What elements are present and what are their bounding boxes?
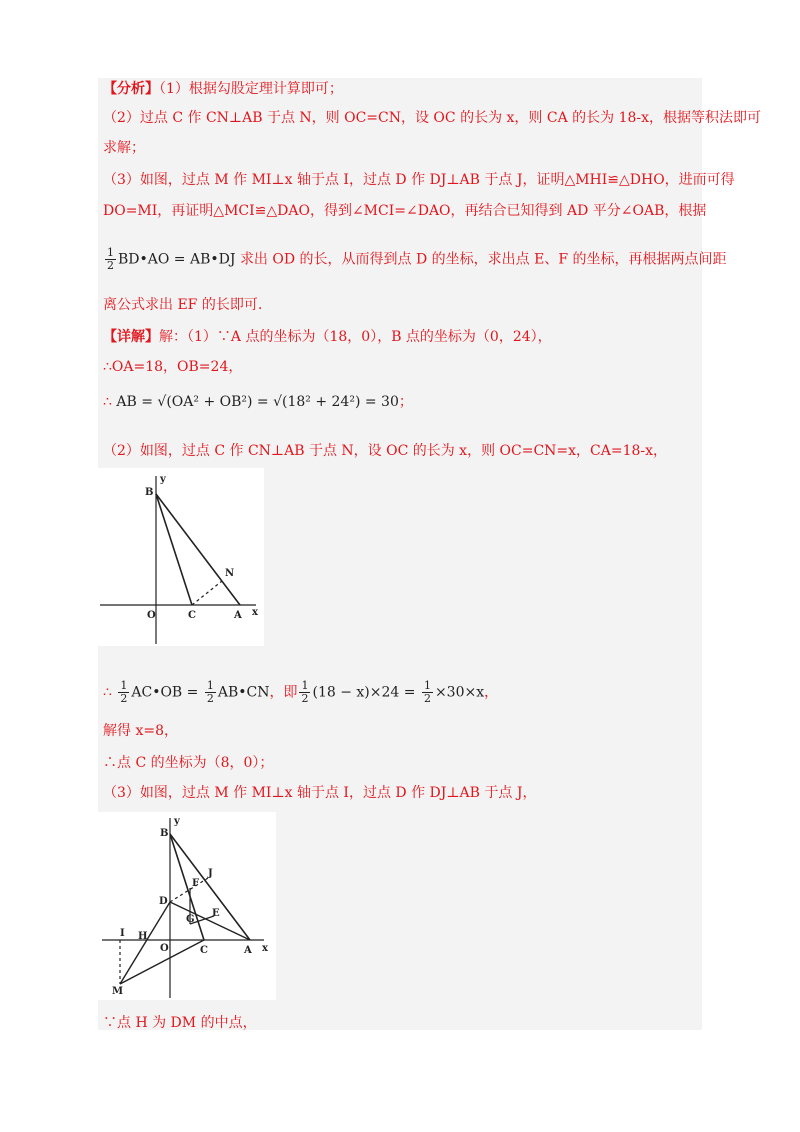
analysis-line-1 [103, 80, 343, 98]
analysis-line-2: （2）过点 C 作 CN⊥AB 于点 N，则 OC=CN，设 OC 的长为 x，则 CA 的长为 18-x，根据等积法即可 [103, 110, 762, 126]
label-J: J [208, 868, 213, 879]
therefore-symbol: ∴ [103, 394, 112, 410]
detail-line-9: ∵点 H 为 DM 的中点， [103, 1015, 257, 1031]
label-y: y [174, 816, 180, 827]
formula-part-c: (18 − x)×24 = [312, 684, 420, 701]
analysis-line-4: （3）如图，过点 M 作 MI⊥x 轴于点 I，过点 D 作 DJ⊥AB 于点 J，证明△MHI≌△DHO，进而可得 [103, 172, 735, 188]
figure-1 [98, 468, 264, 646]
fraction-half-2: $\frac{1}{2}$ [120, 679, 128, 705]
label-A: A [234, 610, 242, 621]
label-y: y [160, 474, 166, 485]
label-O: O [147, 610, 156, 621]
formula-part-d: ×30×x [434, 684, 485, 701]
label-D: D [159, 896, 168, 907]
fraction-half-3: $\frac{1}{2}$ [206, 679, 214, 705]
label-B: B [160, 828, 169, 839]
detail-line-4: （2）如图，过点 C 作 CN⊥AB 于点 N，设 OC 的长为 x，则 OC=CN=x，CA=18-x， [103, 443, 668, 459]
formula-part-a: AC•OB = [131, 684, 203, 701]
label-N: N [225, 568, 235, 579]
figure-2 [98, 812, 276, 1000]
triangle-diagram-1 [98, 468, 264, 646]
label-C: C [200, 945, 208, 956]
analysis-tag: 【分析】 [103, 81, 159, 97]
triangle-diagram-2 [98, 812, 276, 1000]
label-x: x [252, 607, 258, 618]
formula-ab: AB = √(OA² + OB²) = √(18² + 24²) = 30 [116, 394, 399, 410]
fraction-half-4: $\frac{1}{2}$ [301, 679, 309, 705]
detail-line-5 [103, 680, 498, 705]
analysis-text-1: （1）根据勾股定理计算即可； [159, 81, 343, 97]
detail-line-3 [103, 393, 413, 411]
detail-line-7: ∴点 C 的坐标为（8，0）； [103, 755, 274, 771]
detail-line-2: ∴OA=18，OB=24， [103, 359, 243, 375]
detail-line-8: （3）如图，过点 M 作 MI⊥x 轴于点 I，过点 D 作 DJ⊥AB 于点 J， [103, 785, 537, 801]
punct: ； [398, 394, 413, 410]
label-C: C [188, 610, 196, 621]
analysis-text-6: 求出 OD 的长，从而得到点 D 的坐标，求出点 E、F 的坐标，再根据两点间距 [239, 251, 727, 268]
analysis-line-5: DO=MI，再证明△MCI≌△DAO，得到∠MCI=∠DAO，再结合已知得到 AD 平分∠OAB，根据 [103, 203, 707, 219]
punct-2: ， [484, 684, 499, 701]
label-F: F [192, 878, 200, 889]
label-O: O [160, 943, 169, 954]
label-B: B [145, 487, 154, 498]
therefore-symbol-2: ∴ [103, 684, 112, 701]
analysis-line-7: 离公式求出 EF 的长即可. [103, 297, 263, 313]
label-I: I [120, 928, 125, 939]
label-x: x [262, 943, 268, 954]
fraction-half-5: $\frac{1}{2}$ [423, 679, 431, 705]
detail-line-1 [103, 328, 552, 346]
detail-text-1: 解：（1）∵A 点的坐标为（18，0），B 点的坐标为（0，24）， [159, 329, 552, 345]
label-H: H [138, 931, 148, 942]
detail-line-6: 解得 x=8， [103, 723, 178, 739]
fraction-half: $\frac{1}{2}$ [107, 246, 114, 272]
label-G: G [186, 914, 195, 925]
detail-tag: 【详解】 [103, 329, 159, 345]
label-A: A [244, 945, 252, 956]
label-M: M [112, 986, 124, 997]
label-E: E [212, 908, 220, 919]
analysis-line-6 [103, 247, 727, 272]
formula-part-b: AB•CN [217, 684, 270, 701]
analysis-line-3: 求解； [103, 140, 145, 156]
text-ji: ，即 [269, 684, 298, 701]
formula-area: BD•AO = AB•DJ [118, 251, 236, 268]
